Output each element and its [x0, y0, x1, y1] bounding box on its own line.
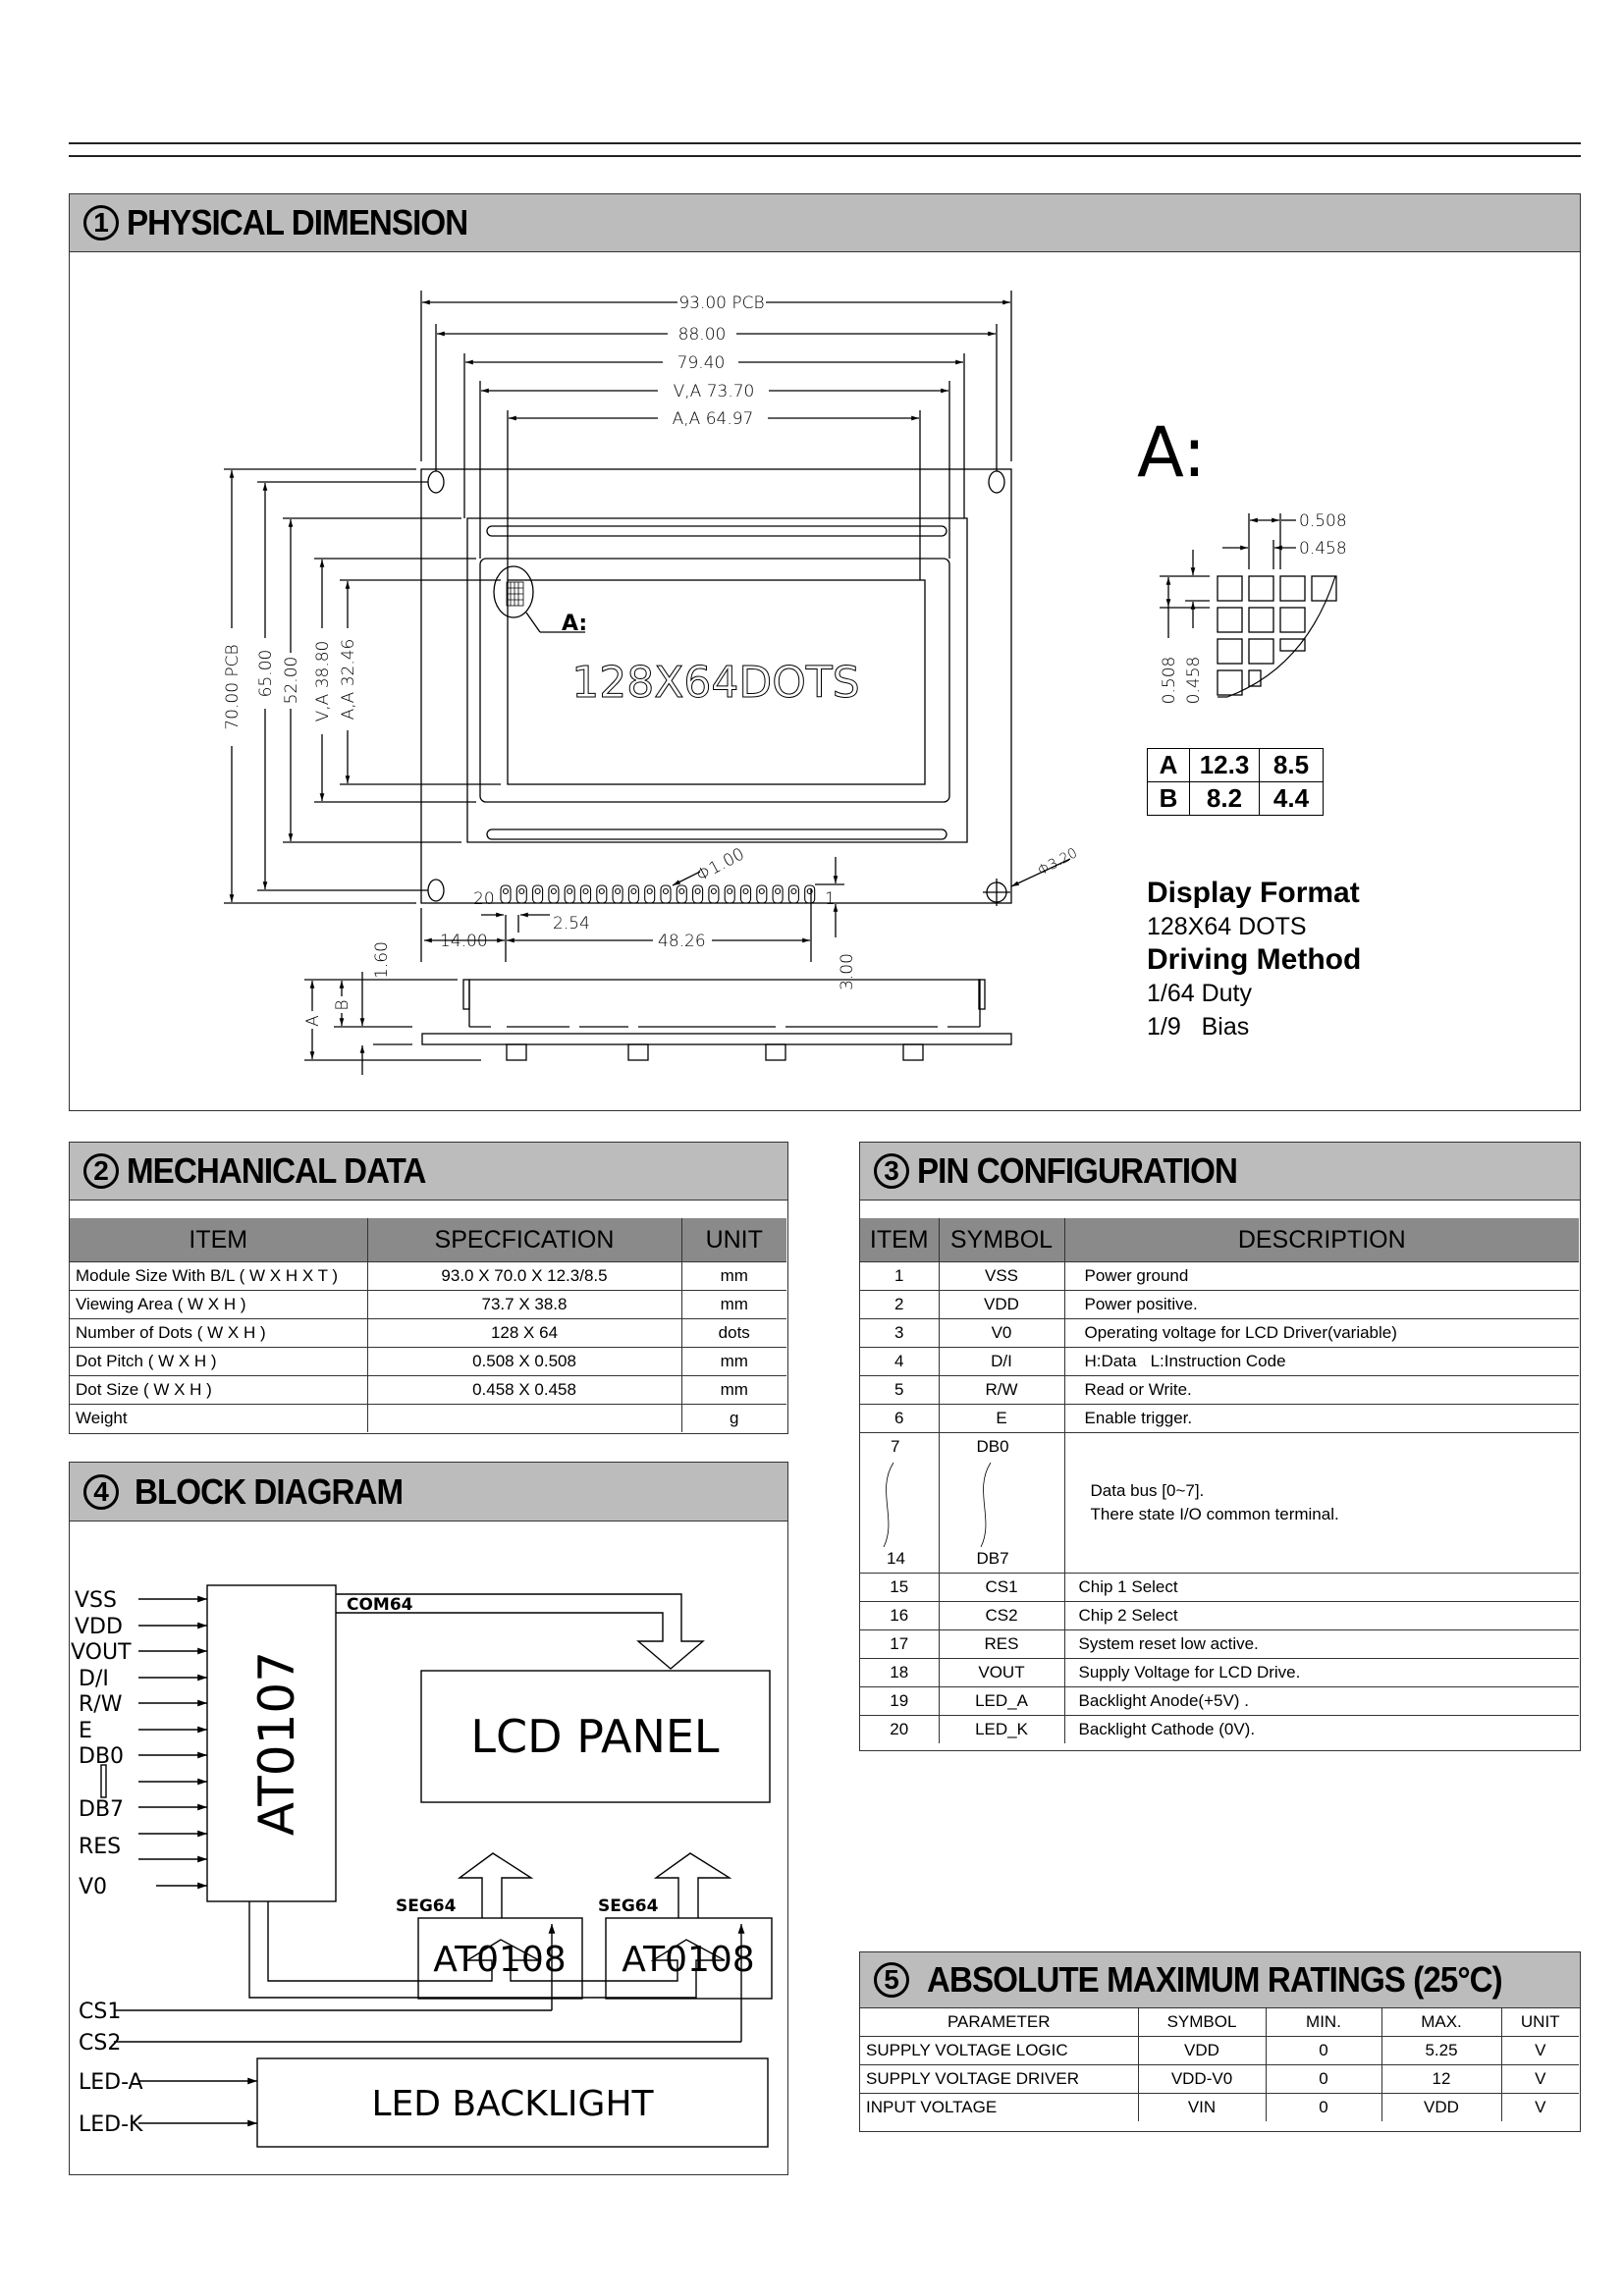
- pin-symbol: CS1: [939, 1574, 1064, 1602]
- section-header: [860, 1143, 1580, 1201]
- item-cell: Viewing Area ( W X H ): [70, 1291, 367, 1319]
- pin-symbol: LED_A: [939, 1687, 1064, 1716]
- item-cell: Dot Pitch ( W X H ): [70, 1348, 367, 1376]
- dim-aa-h: A,A 32.46: [339, 638, 358, 721]
- pin-number: 2: [860, 1291, 939, 1319]
- unit-cell: V: [1501, 2037, 1579, 2065]
- pin-hole: [711, 889, 716, 894]
- max-cell: 12: [1381, 2065, 1501, 2094]
- table-row: [860, 1319, 1579, 1348]
- section-mechanical-data: [69, 1142, 788, 1434]
- pin-symbol: V0: [939, 1319, 1064, 1348]
- table-row: [70, 1405, 786, 1433]
- bus-range-icon: [101, 1765, 106, 1797]
- section-header: [860, 1952, 1580, 2008]
- col-header: UNIT: [681, 1218, 786, 1262]
- pin-symbol: CS2: [939, 1602, 1064, 1630]
- pcb-thickness: 1.60: [372, 941, 392, 979]
- table-row: [860, 1602, 1579, 1630]
- pin-hole: [535, 889, 540, 894]
- unit-cell: mm: [681, 1376, 786, 1405]
- cs1-label: CS1: [79, 2000, 122, 2024]
- pin-description: Power positive.: [1064, 1291, 1579, 1319]
- table-row: [860, 1687, 1579, 1716]
- table-row: [70, 1291, 786, 1319]
- table-header-row: [70, 1218, 786, 1262]
- block-diagram: [70, 1522, 786, 2173]
- side-view-pcb: [422, 1034, 1011, 1044]
- unit-cell: g: [681, 1405, 786, 1433]
- table-row: [860, 1659, 1579, 1687]
- col-header: UNIT: [1501, 2008, 1579, 2037]
- pin-edge: 3.00: [838, 953, 857, 990]
- seg-label-2: SEG64: [598, 1896, 659, 1916]
- unit-cell: V: [1501, 2065, 1579, 2094]
- col-header: SYMBOL: [1138, 2008, 1266, 2037]
- cell-label: A: [1148, 749, 1190, 782]
- pin-1-label: 1: [825, 889, 836, 909]
- pin-hole-label: Φ1.00: [692, 844, 748, 886]
- item-cell: Module Size With B/L ( W X H X T ): [70, 1262, 367, 1291]
- ratings-table: [860, 2007, 1579, 2121]
- cs2-label: CS2: [79, 2031, 122, 2056]
- dim-70: 70.00 PCB: [223, 644, 243, 730]
- cell-v1: 12.3: [1190, 749, 1260, 782]
- bias-value: 1/9 Bias: [1147, 1013, 1250, 1041]
- section-block-diagram: [69, 1462, 788, 2175]
- pin-offset: 14.00: [440, 932, 488, 951]
- pin-number: 17: [860, 1630, 939, 1659]
- section-pin-configuration: [859, 1142, 1581, 1751]
- cell-label: B: [1148, 782, 1190, 816]
- unit-cell: V: [1501, 2094, 1579, 2122]
- spec-cell: 93.0 X 70.0 X 12.3/8.5: [367, 1262, 681, 1291]
- pin-number: 18: [860, 1659, 939, 1687]
- spec-cell: 0.458 X 0.458: [367, 1376, 681, 1405]
- pin-hole: [568, 889, 572, 894]
- table-row: [860, 1262, 1579, 1291]
- pin-symbol: VSS: [939, 1262, 1064, 1291]
- mechanical-table: [70, 1218, 786, 1432]
- driver-label-1: AT0108: [433, 1940, 567, 1980]
- display-format-label: Display Format: [1147, 877, 1360, 909]
- pin-hole: [519, 889, 524, 894]
- pin-description: Operating voltage for LCD Driver(variable): [1064, 1319, 1579, 1348]
- item-cell: Weight: [70, 1405, 367, 1433]
- pin-description: Backlight Cathode (0V).: [1064, 1716, 1579, 1744]
- table-row: [860, 1405, 1579, 1433]
- table-row: [860, 1716, 1579, 1744]
- pin-hole: [743, 889, 748, 894]
- table-row: [860, 1630, 1579, 1659]
- table-row: [70, 1319, 786, 1348]
- spec-cell: 73.7 X 38.8: [367, 1291, 681, 1319]
- section-title: BLOCK DIAGRAM: [135, 1470, 404, 1512]
- dim-65: 65.00: [256, 649, 276, 698]
- dim-88: 88.00: [677, 325, 727, 345]
- cell-v2: 8.5: [1260, 749, 1324, 782]
- min-cell: 0: [1266, 2037, 1381, 2065]
- input-label: VDD: [75, 1615, 123, 1639]
- pin-pitch: 2.54: [553, 914, 590, 934]
- unit-cell: mm: [681, 1291, 786, 1319]
- pin-number: 19: [860, 1687, 939, 1716]
- led-k-label: LED-K: [79, 2112, 143, 2137]
- pin-number: 15: [860, 1574, 939, 1602]
- side-b-label: B: [333, 999, 352, 1011]
- input-label: VOUT: [71, 1640, 132, 1665]
- pin-hole: [631, 889, 636, 894]
- detail-title: A:: [1137, 412, 1207, 493]
- pin-hole: [728, 889, 732, 894]
- pin-number: 6: [860, 1405, 939, 1433]
- col-header: MIN.: [1266, 2008, 1381, 2037]
- seg-label-1: SEG64: [396, 1896, 457, 1916]
- pin-20-label: 20: [473, 889, 495, 909]
- pin-number: 1: [860, 1262, 939, 1291]
- symbol-cell: VIN: [1138, 2094, 1266, 2122]
- param-cell: SUPPLY VOLTAGE LOGIC: [860, 2037, 1138, 2065]
- table-row: [1148, 782, 1324, 816]
- pin-description: Chip 1 Select: [1064, 1574, 1579, 1602]
- pin-number: 4: [860, 1348, 939, 1376]
- pin-symbol: D/I: [939, 1348, 1064, 1376]
- section-number: 4: [83, 1474, 119, 1510]
- bus-description: [1064, 1433, 1579, 1574]
- pin-description: Supply Voltage for LCD Drive.: [1064, 1659, 1579, 1687]
- controller-label: AT0107: [248, 1650, 305, 1837]
- input-label: R/W: [79, 1692, 123, 1717]
- symbol-range-start: DB0: [976, 1437, 1009, 1456]
- input-label: DB0: [79, 1744, 125, 1769]
- unit-cell: mm: [681, 1348, 786, 1376]
- mount-hole: [989, 471, 1004, 493]
- section-title: MECHANICAL DATA: [127, 1150, 426, 1191]
- input-label: E: [79, 1719, 92, 1743]
- col-header: PARAMETER: [860, 2008, 1138, 2037]
- table-row: [860, 2094, 1579, 2122]
- pin-description: Backlight Anode(+5V) .: [1064, 1687, 1579, 1716]
- mount-hole: [428, 471, 444, 493]
- table-header-row: [860, 2008, 1579, 2037]
- pin-hole: [759, 889, 764, 894]
- range-squiggle-icon: [977, 1461, 997, 1549]
- pin-header: [501, 885, 815, 903]
- pin-description: Enable trigger.: [1064, 1405, 1579, 1433]
- bus-description-line1: Data bus [0~7].: [1090, 1481, 1205, 1500]
- thickness-table: [1147, 748, 1324, 816]
- pin-hole: [551, 889, 556, 894]
- table-header-row: [860, 1218, 1579, 1262]
- com-label: COM64: [347, 1595, 413, 1615]
- col-header: SYMBOL: [939, 1218, 1064, 1262]
- pin-symbol: R/W: [939, 1376, 1064, 1405]
- symbol-cell: VDD-V0: [1138, 2065, 1266, 2094]
- max-cell: VDD: [1381, 2094, 1501, 2122]
- param-cell: INPUT VOLTAGE: [860, 2094, 1138, 2122]
- detail-size-v: 0.458: [1184, 656, 1204, 705]
- section-title: PIN CONFIGURATION: [917, 1150, 1237, 1191]
- pin-description: Read or Write.: [1064, 1376, 1579, 1405]
- pin-description: Power ground: [1064, 1262, 1579, 1291]
- section-number: 3: [874, 1153, 909, 1189]
- side-a-label: A: [303, 1015, 323, 1027]
- pin-symbol: E: [939, 1405, 1064, 1433]
- pin-hole: [599, 889, 604, 894]
- detail-size-h: 0.458: [1299, 539, 1347, 559]
- detail-pitch-v: 0.508: [1160, 656, 1179, 705]
- table-row: [70, 1348, 786, 1376]
- spec-cell: [367, 1405, 681, 1433]
- pin-number: 16: [860, 1602, 939, 1630]
- led-a-label: LED-A: [79, 2070, 143, 2095]
- panel-dots-text: 128X64DOTS: [571, 658, 860, 708]
- bus-description-line2: There state I/O common terminal.: [1090, 1505, 1339, 1523]
- unit-cell: dots: [681, 1319, 786, 1348]
- detail-grid-mini: [507, 582, 523, 606]
- backlight-label: LED BACKLIGHT: [371, 2084, 654, 2124]
- pin-span: 48.26: [658, 932, 706, 951]
- section-header: [70, 1463, 787, 1522]
- min-cell: 0: [1266, 2094, 1381, 2122]
- input-label: V0: [79, 1875, 108, 1899]
- pin-symbol: VOUT: [939, 1659, 1064, 1687]
- detail-pitch-h: 0.508: [1299, 511, 1347, 531]
- pin-range: [860, 1433, 939, 1574]
- table-row: [860, 1376, 1579, 1405]
- pin-range-start: 7: [891, 1437, 900, 1456]
- dimension-drawing: [0, 0, 1624, 1119]
- table-row: [860, 1348, 1579, 1376]
- min-cell: 0: [1266, 2065, 1381, 2094]
- pin-symbol: LED_K: [939, 1716, 1064, 1744]
- mount-hole: [428, 880, 444, 901]
- driver-label-2: AT0108: [622, 1940, 755, 1980]
- pin-hole: [791, 889, 796, 894]
- pin-table: [860, 1218, 1579, 1743]
- mount-hole-label: Φ3.20: [1035, 845, 1081, 880]
- pin-description: Chip 2 Select: [1064, 1602, 1579, 1630]
- param-cell: SUPPLY VOLTAGE DRIVER: [860, 2065, 1138, 2094]
- pin-hole: [776, 889, 781, 894]
- col-header: SPECFICATION: [367, 1218, 681, 1262]
- section-title: ABSOLUTE MAXIMUM RATINGS (25°C): [927, 1959, 1502, 2000]
- section-absolute-max-ratings: [859, 1951, 1581, 2132]
- duty-value: 1/64 Duty: [1147, 980, 1253, 1007]
- pin-number: 20: [860, 1716, 939, 1744]
- input-label: D/I: [79, 1667, 109, 1691]
- max-cell: 5.25: [1381, 2037, 1501, 2065]
- symbol-range-end: DB7: [976, 1549, 1009, 1568]
- input-label: RES: [79, 1835, 122, 1859]
- dim-52: 52.00: [282, 656, 301, 705]
- pin-description: H:Data L:Instruction Code: [1064, 1348, 1579, 1376]
- dim-va-w: V,A 73.70: [673, 382, 755, 401]
- section-number: 5: [874, 1962, 909, 1998]
- lcd-panel-label: LCD PANEL: [470, 1710, 720, 1763]
- pin-number: 5: [860, 1376, 939, 1405]
- range-squiggle-icon: [880, 1461, 899, 1549]
- driving-method-label: Driving Method: [1147, 943, 1362, 976]
- pin-symbol: VDD: [939, 1291, 1064, 1319]
- col-header: ITEM: [70, 1218, 367, 1262]
- dim-aa-w: A,A 64.97: [672, 409, 754, 429]
- section-number: 2: [83, 1153, 119, 1189]
- item-cell: Number of Dots ( W X H ): [70, 1319, 367, 1348]
- section-header: [70, 1143, 787, 1201]
- pin-number: 3: [860, 1319, 939, 1348]
- pin-hole: [679, 889, 684, 894]
- unit-cell: mm: [681, 1262, 786, 1291]
- dim-va-h: V,A 38.80: [313, 640, 333, 722]
- symbol-cell: VDD: [1138, 2037, 1266, 2065]
- pin-hole: [695, 889, 700, 894]
- input-label: VSS: [75, 1588, 117, 1613]
- section-title: PHYSICAL DIMENSION: [127, 202, 468, 242]
- table-row: [1148, 749, 1324, 782]
- input-label: DB7: [79, 1797, 125, 1822]
- col-header: DESCRIPTION: [1064, 1218, 1579, 1262]
- dim-79: 79.40: [677, 353, 726, 373]
- table-row: [70, 1376, 786, 1405]
- pin-description: System reset low active.: [1064, 1630, 1579, 1659]
- table-row: [860, 2037, 1579, 2065]
- table-row: [860, 1574, 1579, 1602]
- item-cell: Dot Size ( W X H ): [70, 1376, 367, 1405]
- pin-range-end: 14: [887, 1549, 905, 1568]
- symbol-range: [939, 1433, 1064, 1574]
- dim-93: 93.00 PCB: [678, 294, 765, 313]
- table-row: [860, 1291, 1579, 1319]
- table-row-bus: [860, 1433, 1579, 1574]
- pin-symbol: RES: [939, 1630, 1064, 1659]
- display-spec-block: [1147, 877, 1361, 1043]
- table-row: [70, 1262, 786, 1291]
- detail-callout: A:: [562, 612, 588, 636]
- col-header: MAX.: [1381, 2008, 1501, 2037]
- table-row: [860, 2065, 1579, 2094]
- col-header: ITEM: [860, 1218, 939, 1262]
- pin-hole: [647, 889, 652, 894]
- section-number: 1: [83, 205, 119, 240]
- pin-hole: [616, 889, 621, 894]
- display-format-value: 128X64 DOTS: [1147, 913, 1307, 940]
- pin-hole: [664, 889, 669, 894]
- pin-hole: [583, 889, 588, 894]
- cell-v2: 4.4: [1260, 782, 1324, 816]
- pin-hole: [504, 889, 509, 894]
- spec-cell: 0.508 X 0.508: [367, 1348, 681, 1376]
- spec-cell: 128 X 64: [367, 1319, 681, 1348]
- cell-v1: 8.2: [1190, 782, 1260, 816]
